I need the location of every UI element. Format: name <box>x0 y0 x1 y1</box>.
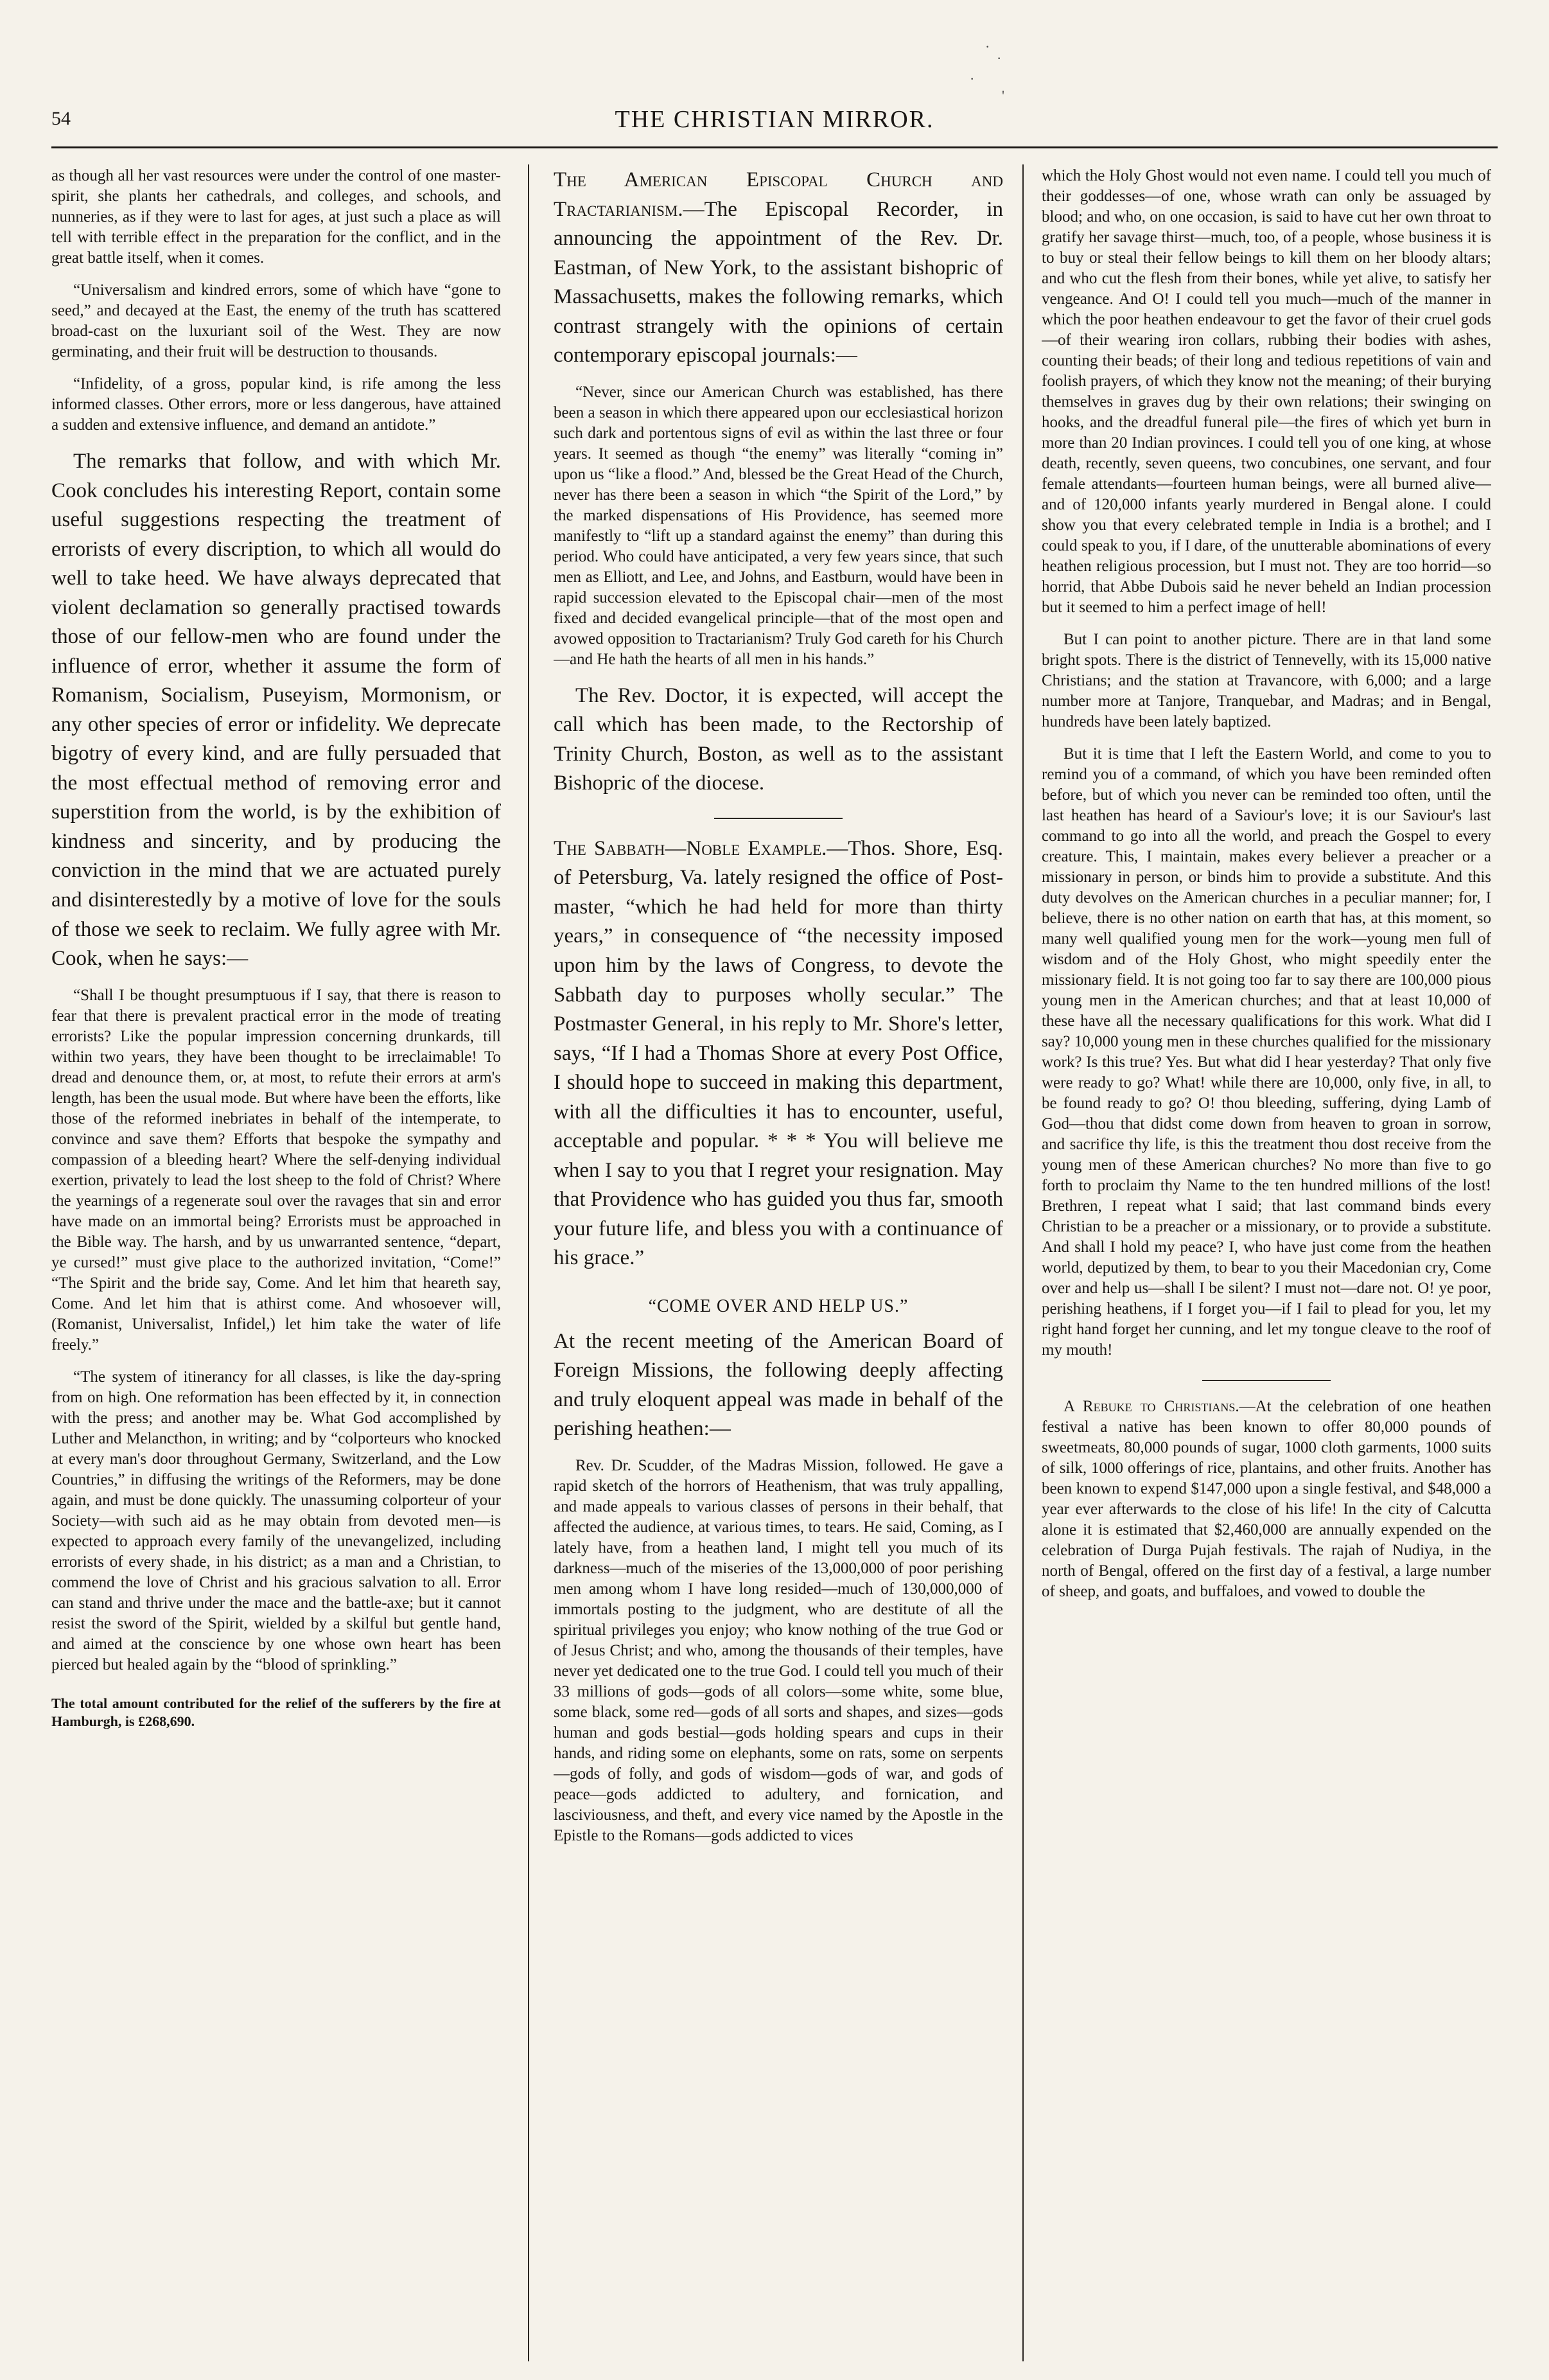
article-rebuke <box>1042 1397 1491 1602</box>
article-heading: The Sabbath—Noble Example. <box>554 836 827 860</box>
paragraph: But I can point to another picture. There are in that land some bright spots. There is the district of Tennevelly, with its 15,000 native Christians; and the station at Travancore, with 6,000; and a large number more at Tanjore, Tranquebar, and Madras; and in Bengal, hundreds have been lately baptized. <box>1042 631 1491 730</box>
article-sabbath <box>554 834 1003 1273</box>
paragraph: The remarks that follow, and with which Mr. Cook concludes his interesting Report, contain some useful suggestions respecting the treatment of errorists of every discription, to which all would do well to take heed. We have always deprecated that violent declamation so generally practised towards those of our fellow-men who are found under the influence of error, whether it assume the form of Romanism, Socialism, Puseyism, Mormonism, or any other species of error or infidelity. We deprecate bigotry of every kind, and are fully persuaded that the most effectual method of removing error and superstition from the world, is by the exhibition of kindness and sincerity, and by producing the conviction in the mind that we are actuated purely and disinterestedly by a motive of love for the souls of those we seek to reclaim. We fully agree with Mr. Cook, when he says:— <box>51 450 501 971</box>
quoted-paragraph: “The system of itinerancy for all classes, is like the day-spring from on high. One reformation has been effected by it, in connection with the press; and another may be. What God accomplished by Luther and Melancthon, in writing; and by “colporteurs who knocked at every man's door throughout Germany, Switzerland, and the Low Countries,” in diffusing the writings of the Reformers, may be done again, and must be done quickly. The unassuming colporteur of your Society—with such aid as he may obtain from devoted men—is expected to approach every family of the unevangelized, including errorists of every shade, in his district; as a man and a Christian, to commend the love of Christ and his gracious salvation to all. Error can stand and thrive under the mace and the battle-axe; but it cannot resist the sword of the Spirit, wielded by a skilful but gentle hand, and aimed at the conscience by one whose own heart has been pierced but healed again by the “blood of sprinkling.” <box>51 1368 501 1673</box>
column-rule <box>528 164 529 2361</box>
paragraph: The Rev. Doctor, it is expected, will accept the call which has been made, to the Rectorship of Trinity Church, Boston, as well as to the assistant Bishopric of the diocese. <box>554 683 1003 795</box>
article-episcopal <box>554 166 1003 371</box>
page-number: 54 <box>51 108 71 129</box>
section-divider <box>1202 1380 1331 1381</box>
column-left <box>51 166 501 2356</box>
paragraph: At the recent meeting of the American Board of Foreign Missions, the following deeply affecting and truly eloquent appeal was made in behalf of the perishing heathen:— <box>554 1329 1003 1441</box>
column-rule <box>1022 164 1024 2361</box>
quoted-paragraph: “Shall I be thought presumptuous if I say, that there is reason to fear that there is prevalent practical error in the mode of treating errorists? Like the popular impression concerning drunkards, till within two years, they have been thought to be irreclaimable! To dread and denounce them, or, at most, to refute their errors at arm's length, has been the usual mode. But where have been the efforts, like those of the reformed inebriates in behalf of the intemperate, to convince and save them? Efforts that bespoke the sympathy and compassion of a bleeding heart? Where the self-denying individual exertion, privately to lead the lost sheep to the fold of Christ? Where the yearnings of a regenerate soul over the ravages that sin and error have made on an immortal being? Errorists must be approached in the Bible way. The harsh, and by us unwarranted sentence, “depart, ye cursed!” must give place to the authorized invitation, “Come!” “The Spirit and the bride say, Come. And let him that heareth say, Come. And let him that is athirst come. And whosoever will, (Romanist, Universalist, Infidel,) let him take the water of life freely.” <box>51 986 501 1353</box>
paragraph: “Infidelity, of a gross, popular kind, is rife among the less informed classes. Other errors, more or less dangerous, have attained a sudden and extensive influence, and demand an antidote.” <box>51 375 501 434</box>
article-heading: The American Episcopal Church and Tractarianism. <box>554 168 1003 221</box>
section-heading: “COME OVER AND HELP US.” <box>648 1296 909 1316</box>
page-header <box>51 108 1498 148</box>
column-right <box>1042 166 1491 2356</box>
article-heading: A Rebuke to Christians. <box>1063 1398 1239 1415</box>
contribution-note: The total amount contributed for the relief of the sufferers by the fire at Hamburgh, is £268,690. <box>51 1695 501 1729</box>
paragraph: which the Holy Ghost would not even name. I could tell you much of their goddesses—of one, whose wrath can only be assuaged by blood; and who, on one occasion, is said to have cut her own throat to gratify her savage thirst—much, too, of a people, whose business it is to buy or steal their fellow beings to kill them on her bloody altars; and who cut the flesh from their bones, while yet alive, to satisfy her vengeance. And O! I could tell you much—much of the manner in which the poor heathen endeavour to get the favor of their cruel gods—of their wearing iron collars, rubbing their bodies with ashes, counting their beads; of their long and tedious repetitions of vain and foolish prayers, of which they know not the meaning; of their burying themselves in graves dug by their own relations; their swinging on hooks, and the dreadful funeral pile—the fires of which yet burn in more than 20 Indian provinces. I could tell you of one king, at whose death, recently, seven queens, two concubines, one servant, and four female attendants—fourteen human beings, were all burned alive—and of 120,000 infants yearly murdered in Bengal alone. I could show you that every celebrated temple in India is a brothel; and I could speak to you, if I dare, of the unutterable abominations of every heathen religious procession, but I must not. They are too horrid—so horrid, that Abbe Dubois said he never beheld an Indian procession but it seemed to him a perfect image of hell! <box>1042 167 1491 616</box>
article-text: —The Episcopal Recorder, in announcing the appointment of the Rev. Dr. Eastman, of New York, to the assistant bishopric of Massachusetts, makes the following remarks, which contrast strangely with the opinions of certain contemporary episcopal journals:— <box>554 197 1003 367</box>
article-text: —Thos. Shore, Esq. of Petersburg, Va. lately resigned the office of Post-master, “which he had held for more than thirty years,” in consequence of “the necessity imposed upon him by the laws of Congress, to devote the Sabbath day to purposes wholly secular.” The Postmaster General, in his reply to Mr. Shore's letter, says, “If I had a Thomas Shore at every Post Office, I should hope to succeed in making this department, with all the difficulties it has to encounter, useful, acceptable and popular. * * * You will believe me when I say to you that I regret your resignation. May that Providence who has guided you thus far, smooth your future life, and bless you with a continuance of his grace.” <box>554 836 1003 1270</box>
paragraph: “Universalism and kindred errors, some of which have “gone to seed,” and decayed at the East, the enemy of the truth has scattered broad-cast on the luxuriant soil of the West. They are now germinating, and their fruit will be destruction to thousands. <box>51 281 501 360</box>
quoted-paragraph: “Never, since our American Church was established, has there been a season in which there appeared upon our ecclesiastical horizon such dark and portentous signs of evil as within the last three or four years. It seemed as though “the enemy” was literally “coming in” upon us “like a flood.” And, blessed be the Great Head of the Church, never has there been a season in which “the Spirit of the Lord,” by the marked dispensations of His Providence, has seemed more manifestly to “lift up a standard against the enemy” than during this period. Who could have anticipated, a very few years since, that such men as Elliott, and Lee, and Johns, and Eastburn, would have been in rapid succession elevated to the Episcopal chair—men of the most fixed and decided evangelical principle—that of the most open and avowed opposition to Tractarianism? Truly God careth for his Church—and He hath the hearts of all men in his hands.” <box>554 383 1003 668</box>
article-text: —At the celebration of one heathen festival a native has been known to offer 80,000 pounds of sweetmeats, 80,000 pounds of sugar, 1000 cloth garments, 1000 suits of silk, 1000 offerings of rice, plantains, and other fruits. Another has been known to expend $147,000 upon a single festival, and $48,000 a year ever afterwards to the close of his life! In the city of Calcutta alone it is estimated that $2,460,000 are annually expended on the celebration of Durga Pujah festivals. The rajah of Nudiya, in the north of Bengal, offered on the first day of a festival, a large number of sheep, and goats, and buffaloes, and vowed to double the <box>1042 1398 1491 1600</box>
running-title: THE CHRISTIAN MIRROR. <box>615 106 934 133</box>
column-middle <box>554 166 1003 2356</box>
paragraph: Rev. Dr. Scudder, of the Madras Mission, followed. He gave a rapid sketch of the horrors of Heathenism, that was truly appalling, and made appeals to various classes of persons in their behalf, that affected the audience, at various times, to tears. He said, Coming, as I lately have, from a heathen land, I might tell you much of its darkness—much of the miseries of the 13,000,000 of poor perishing men among whom I have long resided—much of 130,000,000 of immortals posting to the judgment, who are destitute of all the spiritual privileges you enjoy; who know nothing of the true God or of Jesus Christ; and who, among the thousands of their temples, have never yet dedicated one to the true God. I could tell you much of their 33 millions of gods—gods of all colors—some white, some blue, some black, some red—gods of all sorts and shapes, and sizes—gods human and gods bestial—gods holding spears and cups in their hands, and riding some on elephants, some on rats, some on serpents—gods of folly, and gods of wisdom—gods of war, and gods of peace—gods addicted to adultery, and fornication, and lasciviousness, and theft, and every vice named by the Apostle in the Epistle to the Romans—gods addicted to vices <box>554 1456 1003 1844</box>
paragraph: as though all her vast resources were under the control of one master-spirit, she plants her cathedrals, and colleges, and schools, and nunneries, as if they were to last for ages, at just such a place as will tell with terrible effect in the preparation for the conflict, and in the great battle itself, when it comes. <box>51 167 501 267</box>
paragraph: But it is time that I left the Eastern World, and come to you to remind you of a command, of which you have been reminded often before, but of which you never can be reminded too often, until the last heathen has heard of a Saviour's love; it is our Saviour's last command to go into all the world, and preach the Gospel to every creature. This, I maintain, makes every believer a preacher or a missionary in person, or binds him to provide a substitute. And this duty devolves on the American churches in a peculiar manner; for, I believe, there is no other nation on earth that has, at this moment, so many well qualified young men for the work—young men full of wisdom and of the Holy Ghost, who might speedily enter the missionary field. It is not going too far to say there are 100,000 pious young men in the American churches; and that at least 10,000 of these have all the necessary qualifications for this work. What did I say? 10,000 young men in these churches qualified for the missionary work? Is this true? Yes. But what did I hear yesterday? That only five were ready to go? What! while there are 10,000, only five, in all, to be found ready to go? O! thou bleeding, suffering, dying Lamb of God—thou that didst come down from heaven to groan in sorrow, and sacrifice thy life, is this the treatment thou dost receive from the young men of these American churches? No more than five to go forth to proclaim thy Name to the ten hundred millions of the lost! Brethren, I repeat what I said; that last command binds every Christian to be a preacher or a missionary, or to provide a substitute. And shall I hold my peace? I, who have just come from the heathen world, deputized by them, to bear to you their Macedonian cry, Come over and help us—shall I be silent? I must not—dare not. O! ye poor, perishing heathens, if I forget you—if I fail to plead for you, let my right hand forget her cunning, and let my tongue cleave to the roof of my mouth! <box>1042 745 1491 1359</box>
section-divider <box>714 818 843 819</box>
print-specks: · · · ' <box>970 39 1004 103</box>
